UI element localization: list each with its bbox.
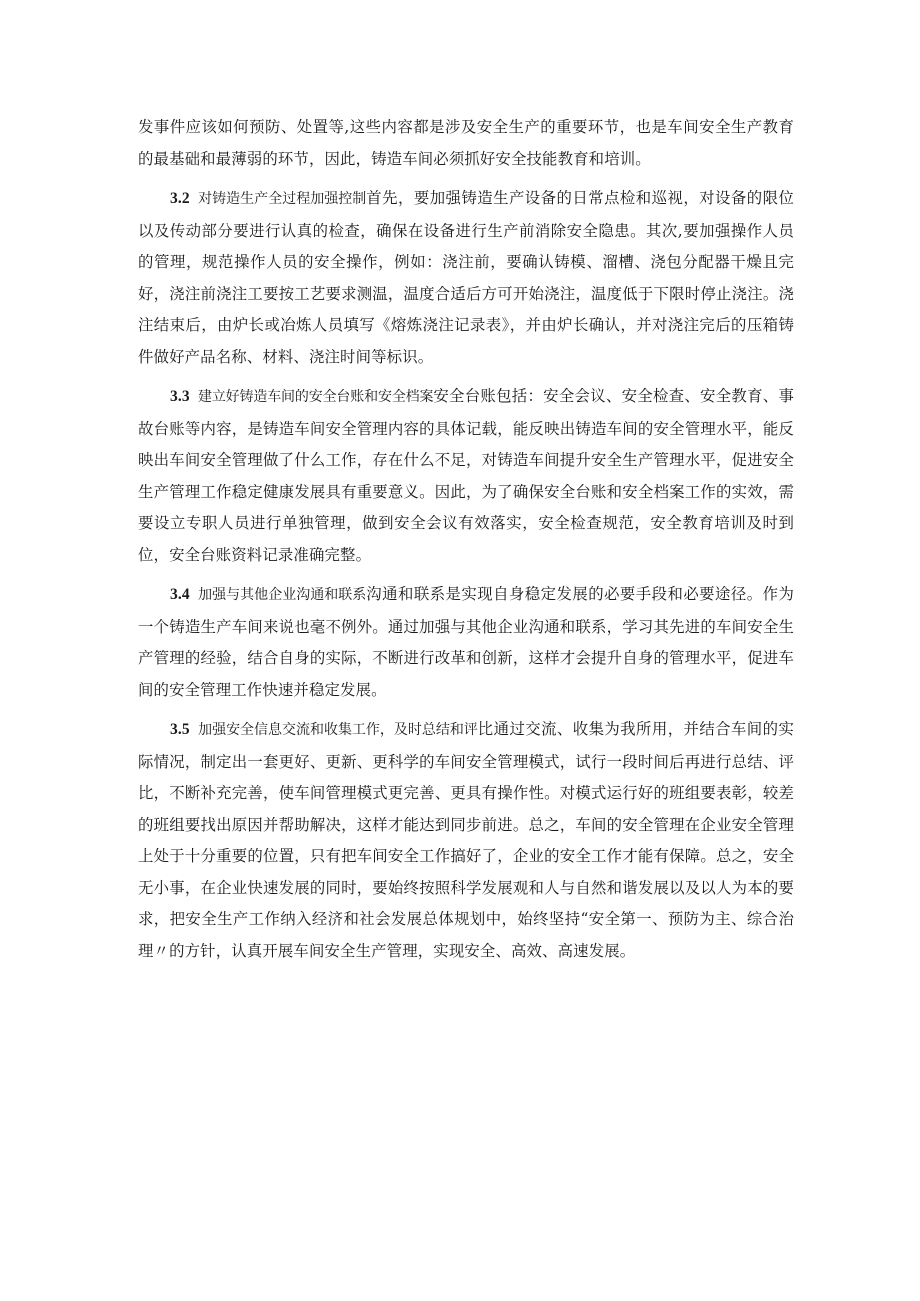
section-body: 首先，要加强铸造生产设备的日常点检和巡视，对设备的限位以及传动部分要进行认真的检查，确保在设备进行生产前消除安全隐患。其次,要加强操作人员的管理，规范操作人员的安全操作，例如：浇注前，要确认铸模、溜槽、浇包分配器干燥且完好，浇注前浇注工要按工艺要求测温，温度合适后方可开始浇注，温度低于下限时停止浇注。浇注结束后，由炉长或冶炼人员填写《熔炼浇注记录表》，并由炉长确认，并对浇注完后的压箱铸件做好产品名称、材料、浇注时间等标识。 — [138, 189, 794, 366]
section-title: 对铸造生产全过程加强控制 — [197, 191, 367, 207]
section-number: 3.2 — [170, 190, 190, 207]
intro-paragraph — [138, 112, 794, 175]
intro-text: 发事件应该如何预防、处置等,这些内容都是涉及安全生产的重要环节，也是车间安全生产教育的最基础和最薄弱的环节，因此，铸造车间必须抓好安全技能教育和培训。 — [138, 118, 794, 168]
section-3-4 — [138, 579, 794, 706]
section-body: 沟通和联系是实现自身稳定发展的必要手段和必要途径。作为一个铸造生产车间来说也毫不例外。通过加强与其他企业沟通和联系，学习其先进的车间安全生产管理的经验，结合自身的实际，不断进行改革和创新，这样才会提升自身的管理水平，促进车间的安全管理工作快速并稳定发展。 — [138, 585, 794, 699]
section-body: 比通过交流、收集为我所用，并结合车间的实际情况，制定出一套更好、更新、更科学的车间安全管理模式，试行一段时间后再进行总结、评比，不断补充完善，使车间管理模式更完善、更具有操作性。对模式运行好的班组要表彰，较差的班组要找出原因并帮助解决，这样才能达到同步前进。总之，车间的安全管理在企业安全管理上处于十分重要的位置，只有把车间安全工作搞好了，企业的安全工作才能有保障。总之，安全无小事，在企业快速发展的同时，要始终按照科学发展观和人与自然和谐发展以及以人为本的要求，把安全生产工作纳入经济和社会发展总体规划中，始终坚持“安全第一、预防为主、综合治理〃的方针，认真开展车间安全生产管理，实现安全、高效、高速发展。 — [138, 720, 794, 960]
document-page — [138, 112, 794, 975]
section-number: 3.5 — [170, 721, 190, 738]
section-3-5 — [138, 714, 794, 967]
section-body: 安全台账包括：安全会议、安全检查、安全教育、事故台账等内容，是铸造车间安全管理内容的具体记载，能反映出铸造车间的安全管理水平，能反映出车间安全管理做了什么工作，存在什么不足，对铸造车间提升安全生产管理水平，促进安全生产管理工作稳定健康发展具有重要意义。因此，为了确保安全台账和安全档案工作的实效，需要设立专职人员进行单独管理，做到安全会议有效落实，安全检查规范，安全教育培训及时到位，安全台账资料记录准确完整。 — [138, 387, 794, 564]
section-number: 3.4 — [170, 586, 190, 603]
section-title: 加强安全信息交流和收集工作，及时总结和评 — [197, 722, 478, 738]
section-title: 加强与其他企业沟通和联系 — [197, 587, 367, 603]
section-title: 建立好铸造车间的安全台账和安全档案 — [197, 389, 434, 405]
section-3-3 — [138, 381, 794, 571]
section-number: 3.3 — [170, 388, 190, 405]
section-3-2 — [138, 183, 794, 373]
